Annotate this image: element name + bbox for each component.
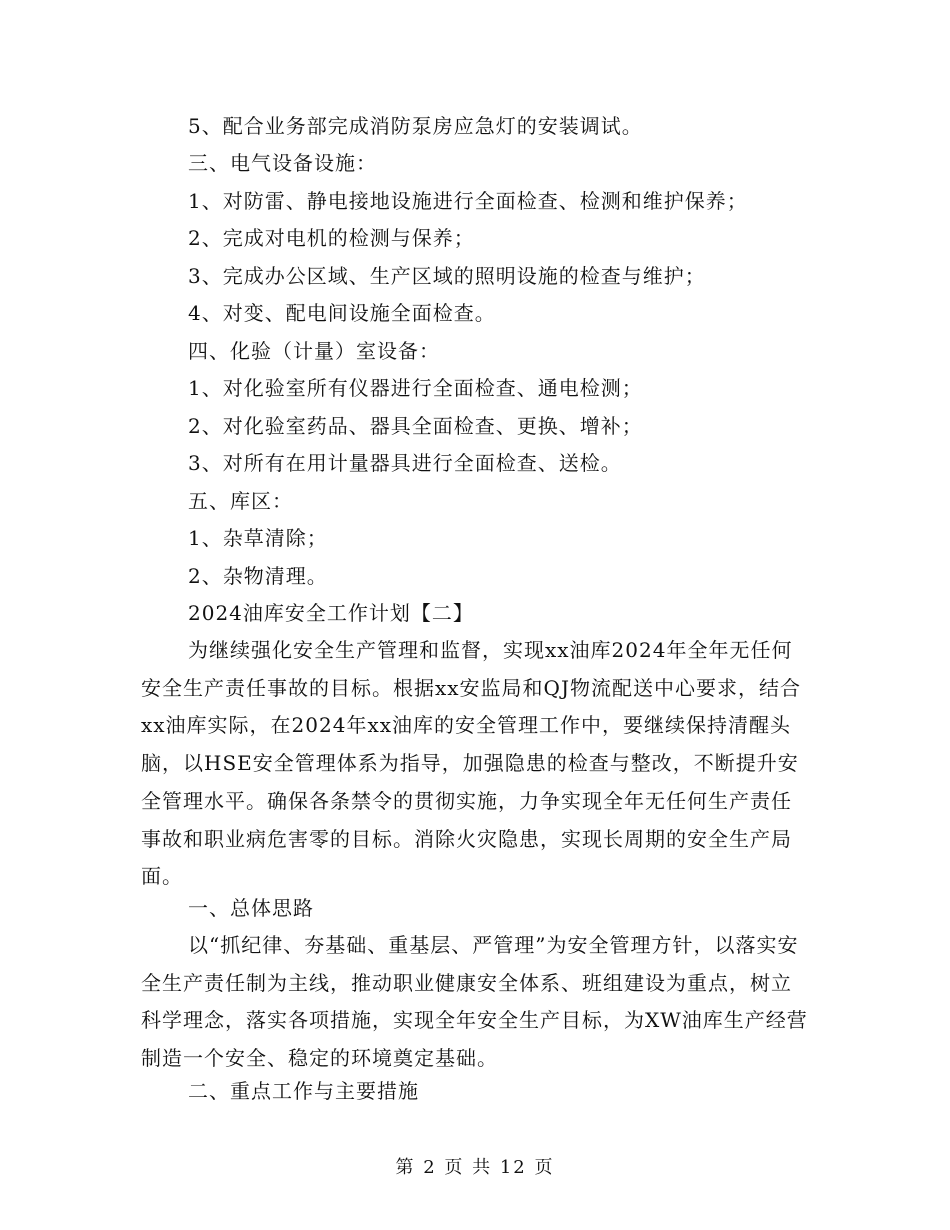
page-footer: 第 2 页 共 12 页 [395,1157,555,1178]
list-item: 3、完成办公区域、生产区域的照明设施的检查与维护； [188,264,706,288]
list-item: 3、对所有在用计量器具进行全面检查、送检。 [188,451,622,475]
list-item: 5、配合业务部完成消防泵房应急灯的安装调试。 [188,114,643,138]
document-title: 2024油库安全工作计划【二】 [188,601,474,625]
list-item: 4、对变、配电间设施全面检查。 [188,301,496,325]
list-item: 1、杂草清除； [188,526,328,550]
section-heading: 三、电气设备设施： [188,151,377,175]
section-heading: 二、重点工作与主要措施 [188,1079,419,1103]
section-heading: 四、化验（计量）室设备： [188,339,440,363]
paragraph-text: 以“抓纪律、夯基础、重基层、严管理”为安全管理方针，以落实安全生产责任制为主线，推动职业健康安全体系、班组建设为重点，树立科学理念，落实各项措施，实现全年安全生产目标，为XW油库生产经营制造一个安全、稳定的环境奠定基础。 [141,933,808,1071]
section-heading: 一、总体思路 [188,896,314,920]
list-item: 1、对化验室所有仪器进行全面检查、通电检测； [188,376,643,400]
list-item: 2、对化验室药品、器具全面检查、更换、增补； [188,414,643,438]
list-item: 2、杂物清理。 [188,564,328,588]
paragraph-text: 为继续强化安全生产管理和监督，实现xx油库2024年全年无任何安全生产责任事故的目标。根据xx安监局和QJ物流配送中心要求，结合xx油库实际，在2024年xx油库的安全管理工作中，要继续保持清醒头脑，以HSE安全管理体系为指导，加强隐患的检查与整改，不断提升安全管理水平。确保各条禁令的贯彻实施，力争实现全年无任何生产责任事故和职业病危害零的目标。消除火灾隐患，实现长周期的安全生产局面。 [141,638,801,889]
body-paragraph [141,632,811,896]
list-item: 2、完成对电机的检测与保养； [188,226,475,250]
section-heading: 五、库区： [188,489,293,513]
body-paragraph [141,927,811,1078]
list-item: 1、对防雷、静电接地设施进行全面检查、检测和维护保养； [188,189,748,213]
